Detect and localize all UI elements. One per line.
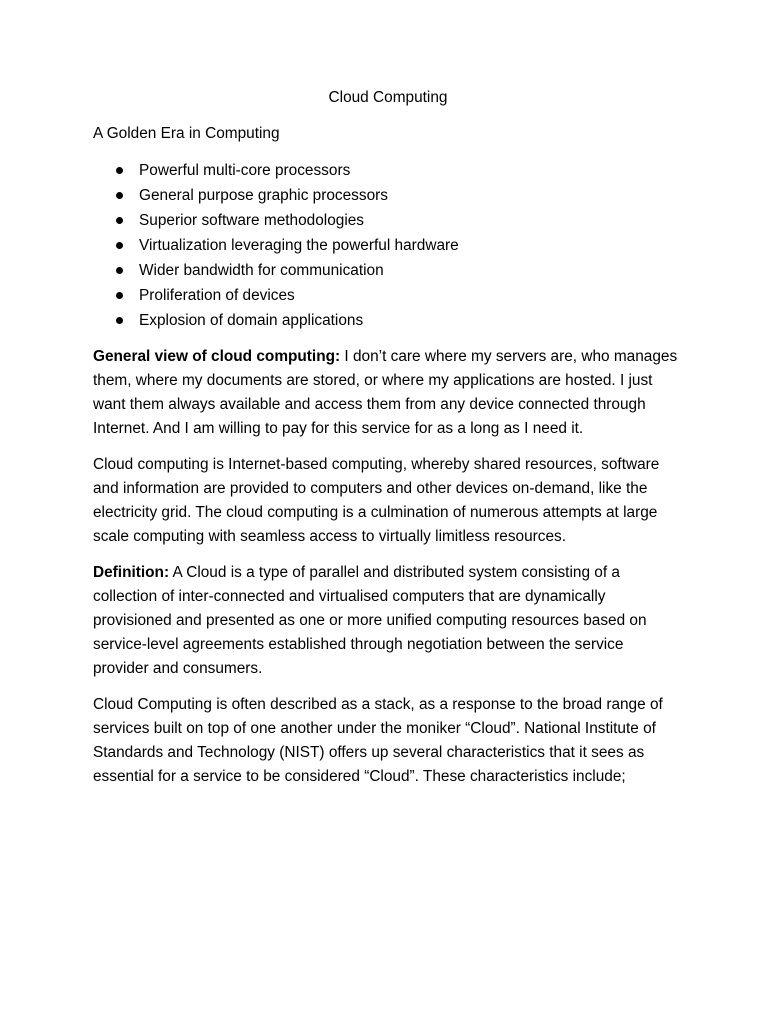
list-item-text: Virtualization leveraging the powerful hardware	[139, 237, 459, 254]
bullet-icon	[116, 192, 123, 199]
bullet-icon	[116, 217, 123, 224]
general-view-label: General view of cloud computing:	[93, 348, 341, 365]
definition-paragraph	[93, 561, 683, 681]
list-item-text: Proliferation of devices	[139, 287, 295, 304]
general-view-text: I don’t care where my servers are, who manages them, where my documents are stored, or where my applications are hosted. I just want them always available and access them from any device connected through Internet. And I am willing to pay for this service for as a long as I need it.	[93, 348, 678, 437]
bullet-icon	[116, 317, 123, 324]
list-item-text: Superior software methodologies	[139, 212, 364, 229]
list-item-text: Wider bandwidth for communication	[139, 262, 384, 279]
list-item	[93, 158, 683, 183]
bullet-icon	[116, 167, 123, 174]
stack-paragraph: Cloud Computing is often described as a stack, as a response to the broad range of services built on top of one another under the moniker “Cloud”. National Institute of Standards and Technology (NIST) offers up several characteristics that it sees as essential for a service to be considered “Cloud”. These characteristics include;	[93, 696, 663, 785]
list-item	[93, 208, 683, 233]
list-item-text: Explosion of domain applications	[139, 312, 364, 329]
bullet-list	[93, 158, 683, 333]
document-content	[93, 86, 683, 801]
list-item-text: General purpose graphic processors	[139, 187, 388, 204]
list-item	[93, 283, 683, 308]
list-item	[93, 308, 683, 333]
internet-computing-paragraph: Cloud computing is Internet-based computing, whereby shared resources, software and information are provided to computers and other devices on-demand, like the electricity grid. The cloud computing is a culmination of numerous attempts at large scale computing with seamless access to virtually limitless resources.	[93, 456, 660, 545]
definition-label: Definition:	[93, 564, 170, 581]
bullet-icon	[116, 292, 123, 299]
section-heading: A Golden Era in Computing	[93, 125, 280, 142]
list-item	[93, 183, 683, 208]
general-view-paragraph	[93, 345, 683, 441]
document-title: Cloud Computing	[328, 89, 448, 106]
bullet-icon	[116, 267, 123, 274]
bullet-icon	[116, 242, 123, 249]
list-item	[93, 233, 683, 258]
definition-text: A Cloud is a type of parallel and distributed system consisting of a collection of inter-connected and virtualised computers that are dynamically provisioned and presented as one or more unified computing resources based on service-level agreements established through negotiation between the service provider and consumers.	[93, 564, 647, 677]
list-item	[93, 258, 683, 283]
list-item-text: Powerful multi-core processors	[139, 162, 351, 179]
